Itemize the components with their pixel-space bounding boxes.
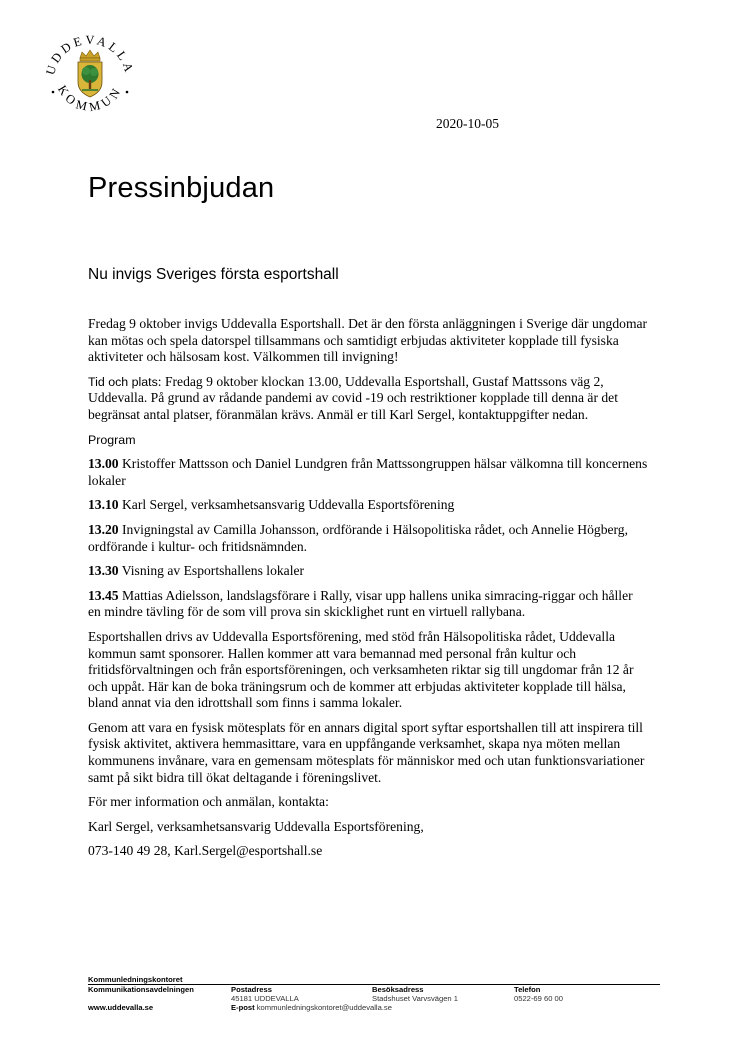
svg-text:UDDEVALLA: UDDEVALLA [43,32,137,77]
contact-details: 073-140 49 28, Karl.Sergel@esportshall.se [88,843,323,859]
program-item-time: 13.45 [88,587,119,603]
program-item-time: 13.20 [88,521,119,537]
program-item [88,563,648,580]
body-paragraph: Genom att vara en fysisk mötesplats för en annars digital sport syftar esportshallen till att inspirera till fysisk aktivitet, aktivera hemmasittare, vara en uppfångande verksamhet, skapa nya möten mellan kommunens invånare, vara en gemensam mötesplats för människor med och utan funktionsvariationer samt på sikt bidra till ökat deltagande i föreningslivet. [88,719,645,785]
program-item [88,456,648,489]
intro-paragraph: Fredag 9 oktober invigs Uddevalla Esportshall. Det är den första anläggningen i Sverige där ungdomar kan mötas och spela datorspel tillsammans och samtidigt erbjudas aktiviteter kopplade till fysiska aktiviteter och hälsosam kost. Välkommen till invigning! [88,316,648,365]
footer-visit-label: Besöksadress [372,985,424,994]
page-title: Pressinbjudan [88,172,275,204]
program-item [88,588,648,621]
time-and-place-text: : Fredag 9 oktober klockan 13.00, Uddevalla Esportshall, Gustaf Mattssons väg 2, Uddevalla. På grund av rådande pandemi av covid -19 och restriktioner kopplade till denna är det begränsat antal platser, föranmälan krävs. Anmäl er till Karl Sergel, kontaktuppgifter nedan. [88,373,618,422]
svg-text:KOMMUN: KOMMUN [54,82,126,115]
document-date: 2020-10-05 [436,116,499,131]
program-item [88,522,648,555]
contact-name: Karl Sergel, verksamhetsansvarig Uddevalla Esportsförening, [88,818,424,834]
program-item-time: 13.30 [88,563,119,579]
program-item-text: Karl Sergel, verksamhetsansvarig Uddevalla Esportsförening [118,497,455,513]
press-release-body [88,316,648,868]
footer-phone-label: Telefon [514,985,541,994]
footer-phone-value: 0522-69 60 00 [514,994,563,1003]
program-item-text: Kristoffer Mattsson och Daniel Lundgren från Mattssongruppen hälsar välkomna till koncernens lokaler [88,456,648,488]
page-footer [88,975,660,1012]
page-subtitle: Nu invigs Sveriges första esportshall [88,266,339,283]
contact-intro: För mer information och anmälan, kontakta: [88,794,329,810]
footer-postal-value: 45181 UDDEVALLA [231,994,299,1003]
program-item-text: Visning av Esportshallens lokaler [118,563,305,579]
footer-visit-value: Stadshuset Varvsvägen 1 [372,994,458,1003]
footer-org: Kommunledningskontoret [88,975,660,985]
footer-email-value: kommunledningskontoret@uddevalla.se [256,1003,392,1012]
body-paragraph: Esportshallen drivs av Uddevalla Esportsförening, med stöd från Hälsopolitiska rådet, Uddevalla kommun samt sponsorer. Hallen kommer att vara bemannad med personal från kultur och fritidsförvaltningen och från esportsföreningen, och verksamheten riktar sig till ungdomar från 12 år och uppåt. Här kan de boka träningsrum och de kommer att erbjudas aktiviteter kopplade till hälsa, bland annat via den idrottshall som finns i samma lokaler. [88,628,634,711]
time-and-place [88,374,648,424]
program-item-text: Mattias Adielsson, landslagsförare i Rally, visar upp hallens unika simracing-riggar och håller en mindre tävling för de som vill prova sin skicklighet runt en virtuell rallybana. [88,587,633,620]
uddevalla-kommun-logo [40,26,140,126]
time-and-place-label: Tid och plats [88,374,158,389]
program-item-text: Invigningstal av Camilla Johansson, ordförande i Hälsopolitiska rådet, och Annelie Högberg, ordförande i kultur- och fritidsnämnden. [88,521,629,554]
program-item-time: 13.00 [88,456,119,472]
footer-email-label: E-post [231,1003,255,1012]
program-heading: Program [88,432,136,447]
program-item-time: 13.10 [88,497,119,513]
footer-email [231,1003,392,1012]
footer-postal-label: Postadress [231,985,272,994]
footer-website: www.uddevalla.se [88,1003,154,1012]
program-item [88,497,648,514]
footer-department: Kommunikationsavdelningen [88,985,194,994]
